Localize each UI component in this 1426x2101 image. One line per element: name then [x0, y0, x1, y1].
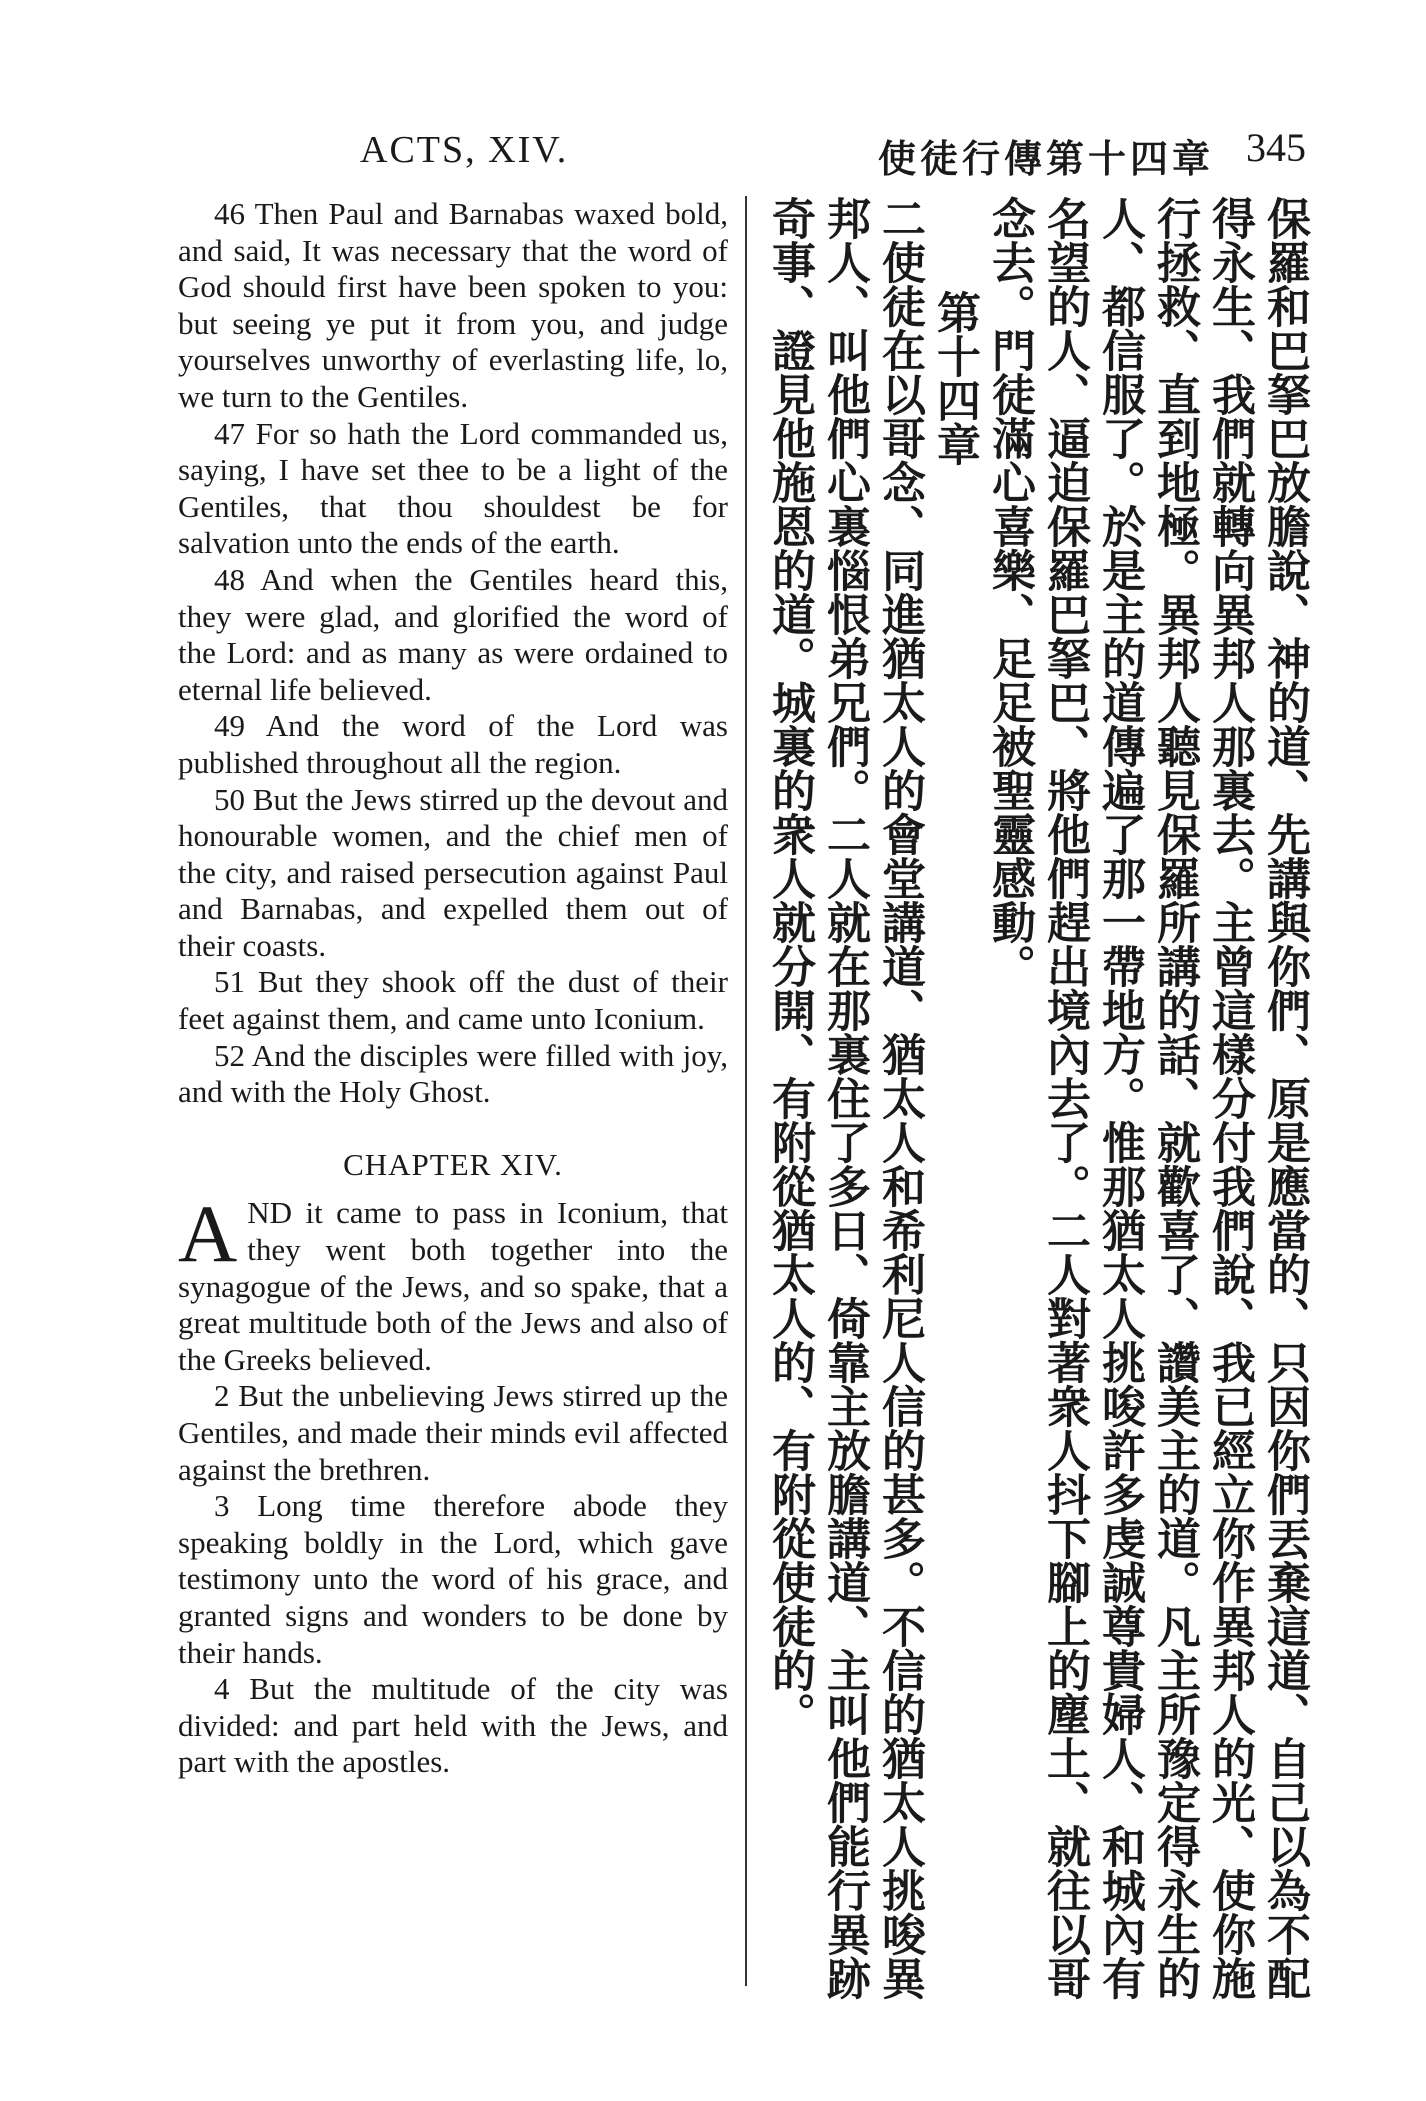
english-verse: 46 Then Paul and Barnabas waxed bold, and said, It was necessary that the word of God should first have been spoken to you: but seeing ye put it from you, and judge yourselves unworthy of everlasting life, lo, we turn to the Gentiles.	[178, 196, 728, 414]
chinese-running-title: 使徒行傳第十四章	[878, 136, 1215, 181]
english-verse: 4 But the multitude of the city was divided: and part held with the Jews, and part with the apostles.	[178, 1671, 728, 1780]
english-verse-text: ND it came to pass in Iconium, that they went both together into the synagogue of the Jews, and so spake, that a great multitude both of the Jews and also of the Greeks believed.	[178, 1195, 728, 1377]
english-column	[178, 196, 728, 1781]
english-running-title: ACTS, XIV.	[360, 129, 569, 171]
drop-cap-letter: A	[178, 1188, 238, 1280]
column-divider	[745, 196, 747, 1986]
english-chapter-heading: CHAPTER XIV.	[343, 1146, 563, 1182]
english-verse: 48 And when the Gentiles heard this, they were glad, and glorified the word of the Lord: and as many as were ordained to eternal life believed.	[178, 561, 728, 707]
chinese-paragraph: 二使徒在以哥念、同進猶太人的會堂講道、猶太人和希利尼人信的甚多。不信的猶太人挑唆異邦人、叫他們心裏惱恨弟兄們。二人就在那裏住了多日、倚靠主放膽講道、主叫他們能行異跡奇事、證見他施恩的道。城裏的衆人就分開、有附從猶太人的、有附從使徒的。	[764, 196, 925, 2000]
english-verse: 3 Long time therefore abode they speaking boldly in the Lord, which gave testimony unto the word of his grace, and granted signs and wonders to be done by their hands.	[178, 1488, 728, 1670]
english-verse: 50 But the Jews stirred up the devout and honourable women, and the chief men of the city, and raised persecution against Paul and Barnabas, and expelled them out of their coasts.	[178, 781, 728, 963]
english-verse: 52 And the disciples were filled with joy, and with the Holy Ghost.	[178, 1037, 728, 1110]
english-verse: 51 But they shook off the dust of their feet against them, and came unto Iconium.	[178, 964, 728, 1037]
english-verse: 49 And the word of the Lord was published throughout all the region.	[178, 708, 728, 780]
chinese-column	[762, 196, 1312, 2016]
chinese-paragraph: 保羅和巴拏巴放膽說、神的道、先講與你們、原是應當的、只因你們丟棄這道、自己以為不配得永生、我們就轉向異邦人那裏去。主曾這樣分付我們說、我已經立你作異邦人的光、使你施行拯救、直到地極。異邦人聽見保羅所講的話、就歡喜了、讚美主的道。凡主所豫定得永生的人、都信服了。於是主的道傳遍了那一帶地方。惟那猶太人挑唆許多虔誠尊貴婦人、和城內有名望的人、逼迫保羅巴拏巴、將他們趕出境內去了。二人對著衆人抖下腳上的塵土、就往以哥念去。門徒滿心喜樂、足足被聖靈感動。	[984, 196, 1310, 2000]
chinese-chapter-heading: 第十四章	[929, 290, 980, 466]
english-chapter-verse-1	[178, 1188, 728, 1378]
english-verse: 47 For so hath the Lord commanded us, saying, I have set thee to be a light of the Gentiles, that thou shouldest be for salvation unto the ends of the earth.	[178, 415, 728, 561]
page-number: 345	[1246, 125, 1306, 170]
english-verse: 2 But the unbelieving Jews stirred up the Gentiles, and made their minds evil affected against the brethren.	[178, 1378, 728, 1487]
